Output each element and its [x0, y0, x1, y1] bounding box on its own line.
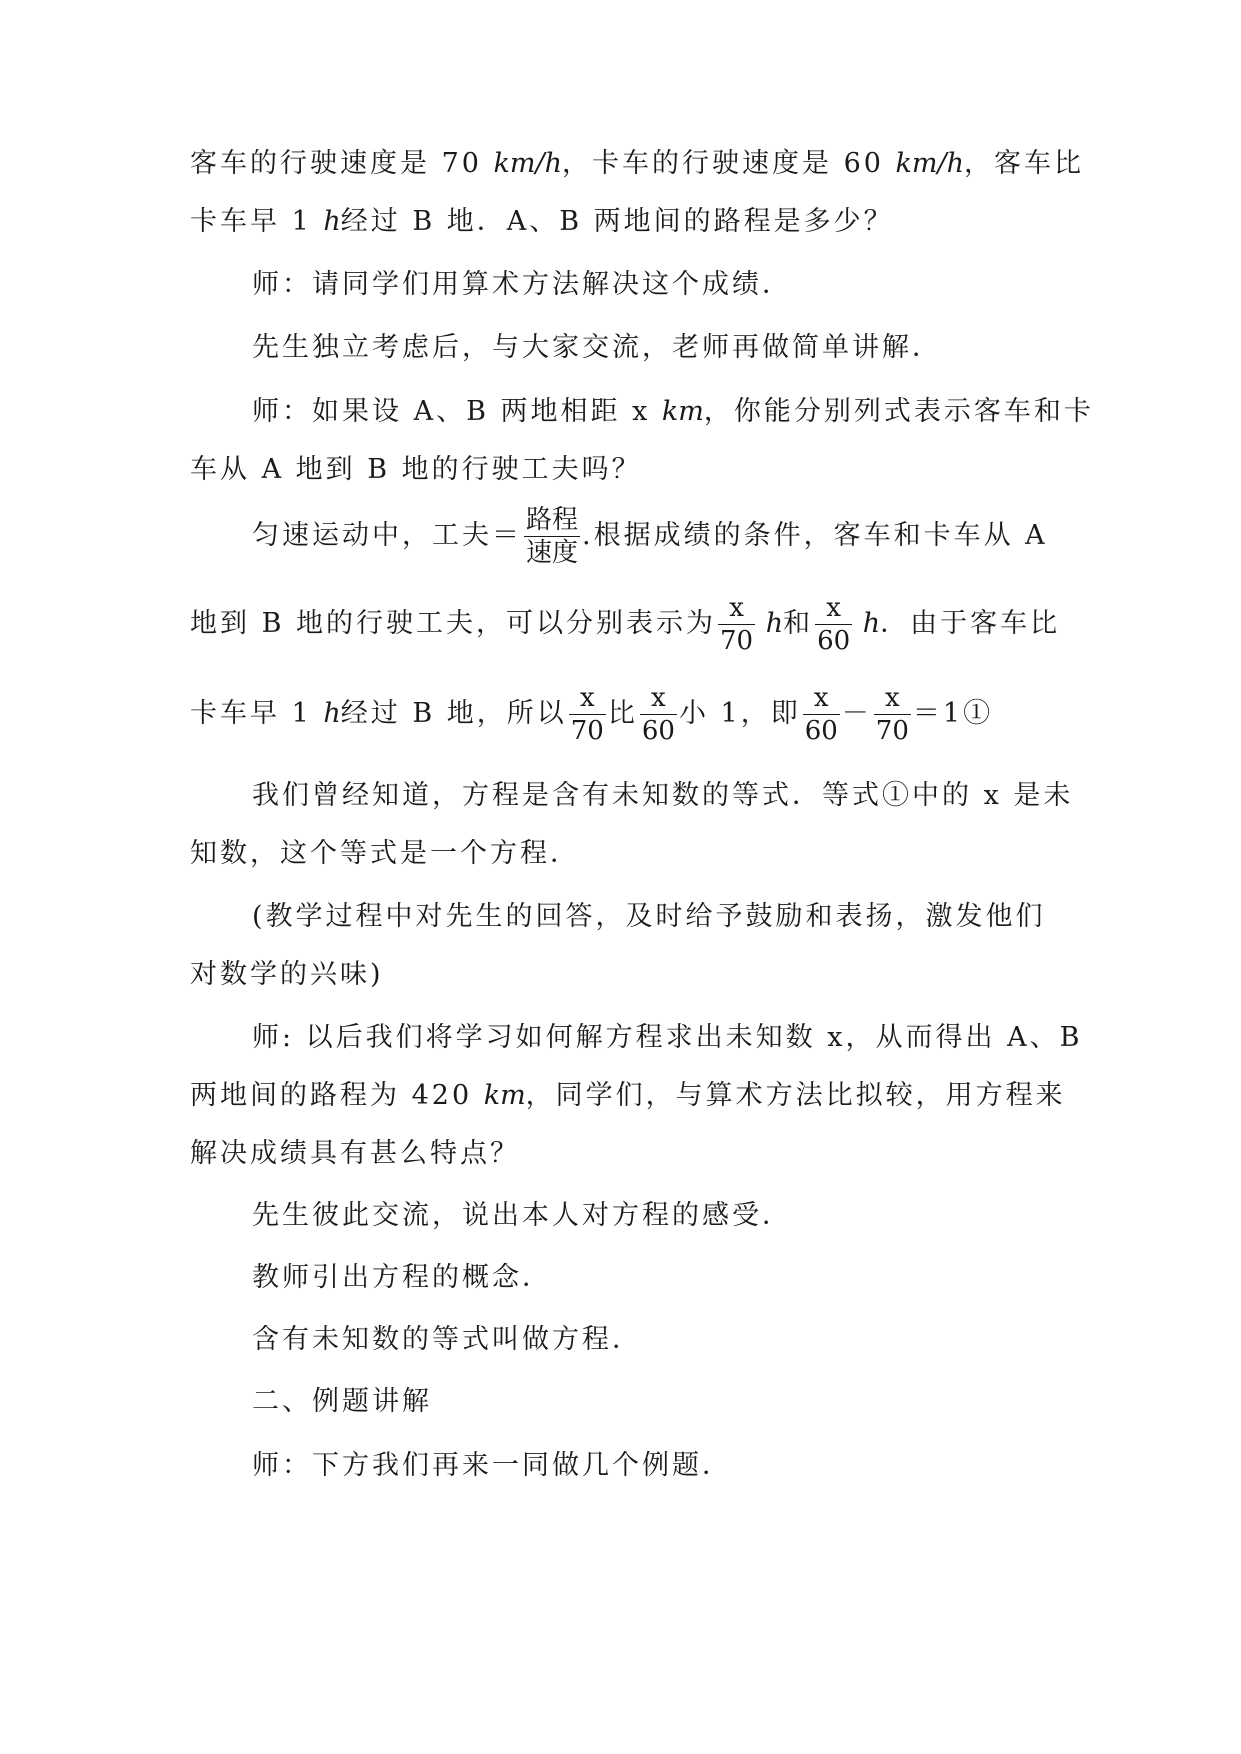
fraction-denominator: 60 [817, 626, 851, 656]
fraction-denominator: 70 [570, 716, 604, 746]
fraction-x-over-70 [569, 682, 606, 747]
text-line-3: 师：请同学们用算术方法解决这个成绩． [252, 269, 792, 300]
unit-text: km [661, 396, 704, 427]
text-line-14: 师: 以后我们将学习如何解方程求出未知数 x，从而得出 A、B [252, 1022, 1083, 1053]
text-segment: ，同学们，与算术方法比拟较，用方程来 [525, 1080, 1066, 1111]
unit-text: h [323, 206, 341, 237]
text-segment: ，卡车的行驶速度是 60 [561, 148, 896, 179]
text-segment: 匀速运动中，工夫＝ [252, 520, 522, 551]
text-segment: ，你能分别列式表示客车和卡 [703, 396, 1094, 427]
text-segment: － [841, 698, 872, 729]
text-segment: ＝1① [912, 698, 994, 729]
fraction-x-over-60 [803, 682, 840, 747]
fraction-denominator: 60 [804, 716, 838, 746]
unit-text: h [854, 608, 881, 639]
fraction-denominator: 速度 [526, 538, 579, 568]
text-segment: ，客车比 [963, 148, 1084, 179]
text-segment: 经过 B 地．A、B 两地间的路程是多少？ [340, 206, 894, 237]
text-line-13: 对数学的兴味) [190, 959, 384, 990]
fraction-numerator: x [640, 682, 677, 715]
fraction-numerator: x [874, 682, 911, 715]
fraction-denominator: 70 [875, 716, 909, 746]
unit-text: km/h [493, 148, 562, 179]
fraction-numerator: 路程 [526, 505, 579, 535]
fraction-numerator: x [815, 592, 852, 625]
text-line-6: 车从 A 地到 B 地的行驶工夫吗？ [190, 454, 642, 485]
text-line-12: (教学过程中对先生的回答，及时给予鼓励和表扬，激发他们 [252, 901, 1046, 932]
text-line-10: 我们曾经知道，方程是含有未知数的等式．等式①中的 x 是未 [252, 780, 1074, 811]
text-segment: 比 [607, 698, 638, 729]
text-line-2 [190, 202, 1050, 242]
text-segment: .根据成绩的条件，客车和卡车从 A [582, 520, 1048, 551]
unit-text: h [757, 608, 784, 639]
text-segment: 卡车早 1 [190, 698, 324, 729]
text-line-7 [252, 502, 1050, 570]
unit-text: km/h [895, 148, 964, 179]
text-line-15 [190, 1076, 1066, 1116]
text-line-18: 教师引出方程的概念． [252, 1262, 552, 1293]
text-line-9 [190, 680, 1050, 748]
fraction-numerator: x [569, 682, 606, 715]
fraction-x-over-70 [874, 682, 911, 747]
text-segment: 地到 B 地的行驶工夫，可以分别表示为 [190, 608, 717, 639]
text-segment: 两地间的路程为 420 [190, 1080, 484, 1111]
text-segment: 经过 B 地，所以 [340, 698, 567, 729]
unit-text: km [483, 1080, 526, 1111]
text-segment: ．由于客车比 [880, 608, 1061, 639]
section-heading: 二、例题讲解 [252, 1386, 432, 1417]
fraction-x-over-70 [718, 592, 755, 657]
fraction-denominator: 60 [641, 716, 675, 746]
text-line-1 [190, 144, 1084, 184]
text-line-4: 先生独立考虑后，与大家交流，老师再做简单讲解． [252, 332, 942, 363]
fraction-distance-over-speed [524, 504, 580, 569]
unit-text: h [323, 698, 341, 729]
text-segment: 卡车早 1 [190, 206, 324, 237]
fraction-x-over-60 [815, 592, 852, 657]
text-segment: 师：如果设 A、B 两地相距 x [252, 396, 662, 427]
fraction-x-over-60 [640, 682, 677, 747]
fraction-numerator: x [803, 682, 840, 715]
text-line-21: 师：下方我们再来一同做几个例题． [252, 1450, 732, 1481]
text-line-5 [252, 392, 1094, 432]
text-segment: 和 [783, 608, 814, 639]
text-line-17: 先生彼此交流，说出本人对方程的感受． [252, 1200, 792, 1231]
text-line-11: 知数，这个等式是一个方程． [190, 838, 580, 869]
fraction-numerator: x [718, 592, 755, 625]
text-line-16: 解决成绩具有甚么特点？ [190, 1138, 520, 1169]
text-line-19: 含有未知数的等式叫做方程． [252, 1324, 642, 1355]
text-segment: 客车的行驶速度是 70 [190, 148, 494, 179]
text-segment: 小 1，即 [678, 698, 801, 729]
text-line-8 [190, 590, 1061, 658]
fraction-denominator: 70 [720, 626, 754, 656]
